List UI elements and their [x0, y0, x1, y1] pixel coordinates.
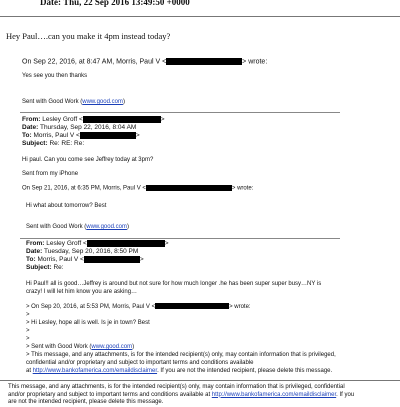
divider	[20, 238, 340, 239]
msg3-body: Hi Paul!! all is good…Jeffrey is around but not sure for how much longer .he has been super super busy…NY is crazy! I will let him know you are asking…	[26, 281, 322, 295]
msg3-headers: From: Lesley Groff < > Date: Tuesday, Sep 20, 2016, 8:50 PM To: Morris, Paul V < > Subject: Re:	[26, 240, 169, 272]
msg2-body: Hi paul. Can you come see Jeffrey today at 3pm?	[22, 157, 154, 163]
good-com-link[interactable]: www.good.com	[82, 99, 123, 105]
msg1-reply: Yes see you then thanks	[22, 73, 88, 79]
redacted-email	[83, 116, 161, 123]
msg2-quote-header: On Sep 21, 2016, at 6:35 PM, Morris, Paul V < > wrote:	[22, 185, 254, 192]
redacted-email	[155, 303, 229, 309]
msg2-headers: From: Lesley Groff < > Date: Thursday, Sep 22, 2016, 8:04 AM To: Morris, Paul V < > Subject: Re: RE: Re:	[22, 116, 165, 148]
redacted-email	[84, 256, 140, 263]
redacted-email	[87, 240, 165, 247]
msg2-reply: Hi what about tomorrow? Best	[26, 203, 107, 209]
divider	[20, 112, 340, 113]
date-line: Date: Thu, 22 Sep 2016 13:49:50 +0000	[40, 0, 190, 7]
redacted-email	[166, 58, 242, 65]
good-com-link[interactable]: www.good.com	[91, 344, 133, 350]
msg1-signature: Sent with Good Work (www.good.com)	[22, 99, 125, 105]
disclaimer-link[interactable]: http://www.bankofamerica.com/emaildisclaimer	[211, 391, 337, 398]
footer-divider	[0, 380, 400, 381]
redacted-email	[80, 132, 136, 139]
msg2-sent-from: Sent from my iPhone	[22, 171, 79, 177]
disclaimer-link[interactable]: http://www.bankofamerica.com/emaildisclaimer	[32, 368, 158, 374]
footer-disclaimer: This message, and any attachments, is for the intended recipient(s) only, may contain information that is privileged, confidential and/or proprietary and subject to important terms and conditions available at http://www.bankofamerica.com/emaildisclaimer. If you are not the intended recipient, please delete this message.	[8, 384, 355, 405]
msg1-body: Hey Paul….can you make it 4pm instead today?	[6, 31, 171, 41]
redacted-email	[146, 185, 232, 191]
good-com-link[interactable]: www.good.com	[86, 224, 127, 230]
msg3-quoted: > On Sep 20, 2016, at 5:53 PM, Morris, Paul V < > wrote: > > Hi Lesley, hope all is well. Is je in town? Best > > > Sent with Good Work (www.good.com) > This message, and any attachments, is for the intended recipient(s) only, may contain information that is privileged, confidential and/or proprietary and subject to important terms and conditions available at http://www.bankofamerica.com/emaildisclaimer. If you are not the intended recipient, please delete this message.	[26, 304, 336, 374]
msg1-quote-header: On Sep 22, 2016, at 8:47 AM, Morris, Paul V < > wrote:	[22, 58, 268, 66]
msg2-signature: Sent with Good Work (www.good.com)	[26, 224, 129, 230]
header-divider	[0, 16, 400, 17]
